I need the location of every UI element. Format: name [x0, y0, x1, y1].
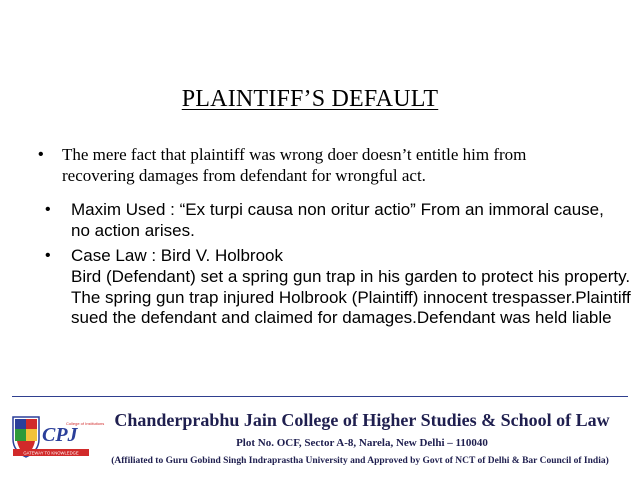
bullet-dot: • — [45, 247, 51, 264]
college-address: Plot No. OCF, Sector A-8, Narela, New Delhi – 110040 — [236, 437, 488, 449]
logo-mark: CPJ — [42, 424, 78, 446]
bullet-text: The mere fact that plaintiff was wrong doer doesn’t entitle him from recovering damages from defendant for wrongful act. — [62, 145, 527, 185]
bullet-dot: • — [45, 201, 51, 218]
cpj-logo-icon — [11, 411, 105, 461]
logo-tagline: GATEWAY TO KNOWLEDGE — [23, 450, 79, 456]
college-name: Chanderprabhu Jain College of Higher Studies & School of Law — [114, 410, 610, 430]
logo-small-text: College of Institutions — [66, 421, 105, 426]
slide-title: PLAINTIFF’S DEFAULT — [181, 86, 439, 112]
bullet-text: Case Law : Bird V. Holbrook — [71, 246, 283, 265]
bullet-item — [45, 199, 625, 241]
bullet-text: Maxim Used : “Ex turpi causa non oritur actio” From an immoral cause, no action arises. — [71, 200, 604, 240]
bullet-item — [38, 144, 578, 186]
case-paragraph: Bird (Defendant) set a spring gun trap in his garden to protect his property. The spring gun trap injured Holbrook (Plaintiff) innocent trespasser.Plaintiff sued the defendant and claimed for damages.Defendant was held liable — [71, 267, 631, 327]
bullet-item — [45, 245, 625, 266]
bullet-dot: • — [38, 146, 44, 163]
college-affiliation: (Affiliated to Guru Gobind Singh Indraprastha University and Approved by Govt of NCT of Delhi & Bar Council of India) — [111, 456, 609, 466]
footer-divider — [12, 396, 628, 397]
